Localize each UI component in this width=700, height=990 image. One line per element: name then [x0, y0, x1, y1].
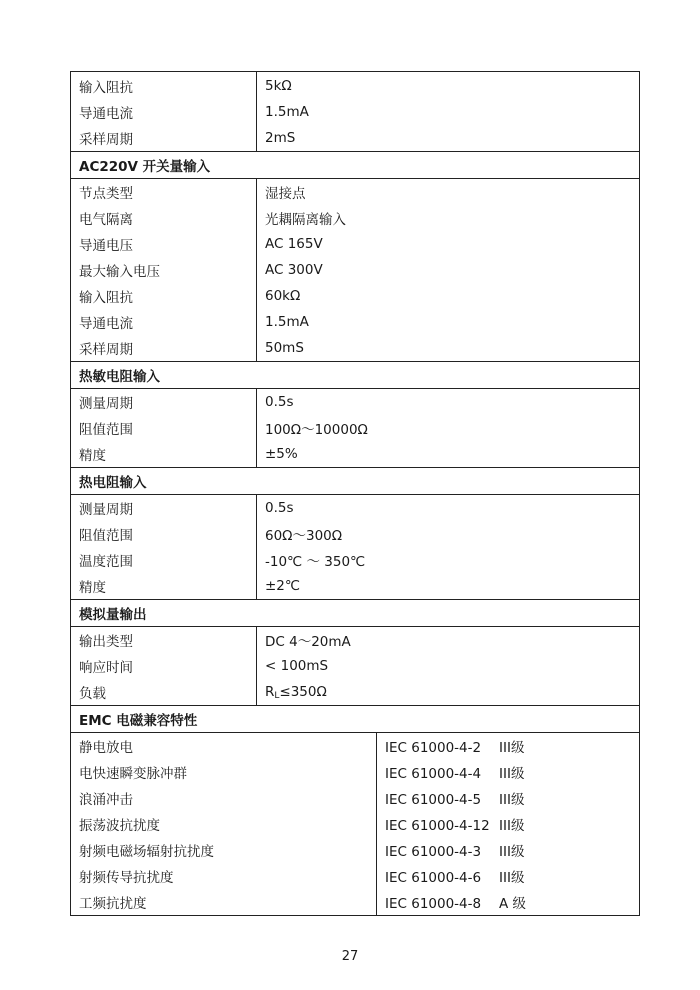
- param-label: 节点类型: [71, 179, 257, 206]
- param-value: 湿接点: [257, 179, 640, 206]
- emc-test-label: 工频抗扰度: [71, 889, 377, 916]
- param-label: 输出类型: [71, 627, 257, 654]
- param-label: 测量周期: [71, 389, 257, 416]
- emc-standard: IEC 61000-4-12: [385, 818, 490, 834]
- table-row: [71, 389, 640, 416]
- section-header: [71, 600, 640, 627]
- section-title: 热电阻输入: [71, 468, 640, 495]
- emc-standard-cell: [377, 759, 640, 785]
- param-label: 导通电压: [71, 231, 257, 257]
- emc-test-label: 振荡波抗扰度: [71, 811, 377, 837]
- emc-test-label: 浪涌冲击: [71, 785, 377, 811]
- page-number: 27: [341, 949, 359, 964]
- param-value: ±2℃: [257, 573, 640, 600]
- table-row: [71, 573, 640, 600]
- param-label: 输入阻抗: [71, 72, 257, 100]
- emc-standard-cell: [377, 889, 640, 916]
- section-title: 模拟量输出: [71, 600, 640, 627]
- param-value: < 100mS: [257, 653, 640, 679]
- section-header: [71, 468, 640, 495]
- param-label: 输入阻抗: [71, 283, 257, 309]
- param-label: 阻值范围: [71, 521, 257, 547]
- param-value: 100Ω～10000Ω: [257, 415, 640, 441]
- emc-standard-cell: [377, 733, 640, 760]
- param-label: 电气隔离: [71, 205, 257, 231]
- table-row: [71, 72, 640, 100]
- param-value: 5kΩ: [257, 72, 640, 100]
- emc-test-label: 静电放电: [71, 733, 377, 760]
- table-row: [71, 547, 640, 573]
- emc-standard: IEC 61000-4-5: [385, 792, 482, 808]
- table-row: [71, 441, 640, 468]
- emc-standard: IEC 61000-4-6: [385, 870, 482, 886]
- param-label: 阻值范围: [71, 415, 257, 441]
- table-row: [71, 811, 640, 837]
- emc-level: III级: [499, 870, 525, 886]
- table-row: [71, 231, 640, 257]
- section-header: [71, 362, 640, 389]
- param-value: 1.5mA: [257, 99, 640, 125]
- param-label: 导通电流: [71, 309, 257, 335]
- emc-standard-cell: [377, 785, 640, 811]
- section-header: [71, 152, 640, 179]
- emc-standard: IEC 61000-4-2: [385, 740, 482, 756]
- section-title: 热敏电阻输入: [71, 362, 640, 389]
- param-label: 最大输入电压: [71, 257, 257, 283]
- table-row: [71, 733, 640, 760]
- param-value: 60Ω～300Ω: [257, 521, 640, 547]
- table-row: [71, 335, 640, 362]
- table-row: [71, 521, 640, 547]
- emc-standard: IEC 61000-4-3: [385, 844, 482, 860]
- emc-level: III级: [499, 766, 525, 782]
- param-value: 光耦隔离输入: [257, 205, 640, 231]
- param-value: 2mS: [257, 125, 640, 152]
- value-prefix: R: [265, 683, 275, 700]
- param-label: 温度范围: [71, 547, 257, 573]
- table-row: [71, 283, 640, 309]
- table-row: [71, 627, 640, 654]
- section-header: [71, 706, 640, 733]
- param-value: 0.5s: [257, 389, 640, 416]
- table-row: [71, 125, 640, 152]
- param-label: 负载: [71, 679, 257, 706]
- table-row: [71, 837, 640, 863]
- emc-standard-cell: [377, 837, 640, 863]
- emc-level: III级: [499, 844, 525, 860]
- param-value: 50mS: [257, 335, 640, 362]
- emc-level: III级: [499, 740, 525, 756]
- param-label: 响应时间: [71, 653, 257, 679]
- param-label: 采样周期: [71, 125, 257, 152]
- table-row: [71, 863, 640, 889]
- param-value: AC 300V: [257, 257, 640, 283]
- value-suffix: ≤350Ω: [279, 683, 327, 700]
- table-row: [71, 257, 640, 283]
- spec-table: [70, 71, 640, 916]
- emc-level: A 级: [499, 896, 527, 912]
- emc-test-label: 射频电磁场辐射抗扰度: [71, 837, 377, 863]
- table-row: [71, 205, 640, 231]
- param-value: [257, 679, 640, 706]
- param-label: 精度: [71, 573, 257, 600]
- table-row: [71, 309, 640, 335]
- table-row: [71, 415, 640, 441]
- param-label: 测量周期: [71, 495, 257, 522]
- table-row: [71, 679, 640, 706]
- param-label: 采样周期: [71, 335, 257, 362]
- emc-test-label: 射频传导抗扰度: [71, 863, 377, 889]
- param-label: 导通电流: [71, 99, 257, 125]
- param-value: 60kΩ: [257, 283, 640, 309]
- section-title: AC220V 开关量输入: [71, 152, 640, 179]
- emc-standard-cell: [377, 811, 640, 837]
- table-row: [71, 785, 640, 811]
- param-value: DC 4～20mA: [257, 627, 640, 654]
- param-value: 1.5mA: [257, 309, 640, 335]
- emc-standard-cell: [377, 863, 640, 889]
- table-row: [71, 889, 640, 916]
- emc-level: III级: [499, 792, 525, 808]
- param-label: 精度: [71, 441, 257, 468]
- emc-standard: IEC 61000-4-8: [385, 896, 482, 912]
- param-value: -10℃ ～ 350℃: [257, 547, 640, 573]
- param-value: 0.5s: [257, 495, 640, 522]
- table-row: [71, 495, 640, 522]
- emc-standard: IEC 61000-4-4: [385, 766, 482, 782]
- table-row: [71, 179, 640, 206]
- table-row: [71, 99, 640, 125]
- value-subscript: L: [274, 690, 280, 701]
- table-row: [71, 653, 640, 679]
- table-row: [71, 759, 640, 785]
- section-title: EMC 电磁兼容特性: [71, 706, 640, 733]
- param-value: AC 165V: [257, 231, 640, 257]
- emc-level: III级: [499, 818, 525, 834]
- param-value: ±5%: [257, 441, 640, 468]
- emc-test-label: 电快速瞬变脉冲群: [71, 759, 377, 785]
